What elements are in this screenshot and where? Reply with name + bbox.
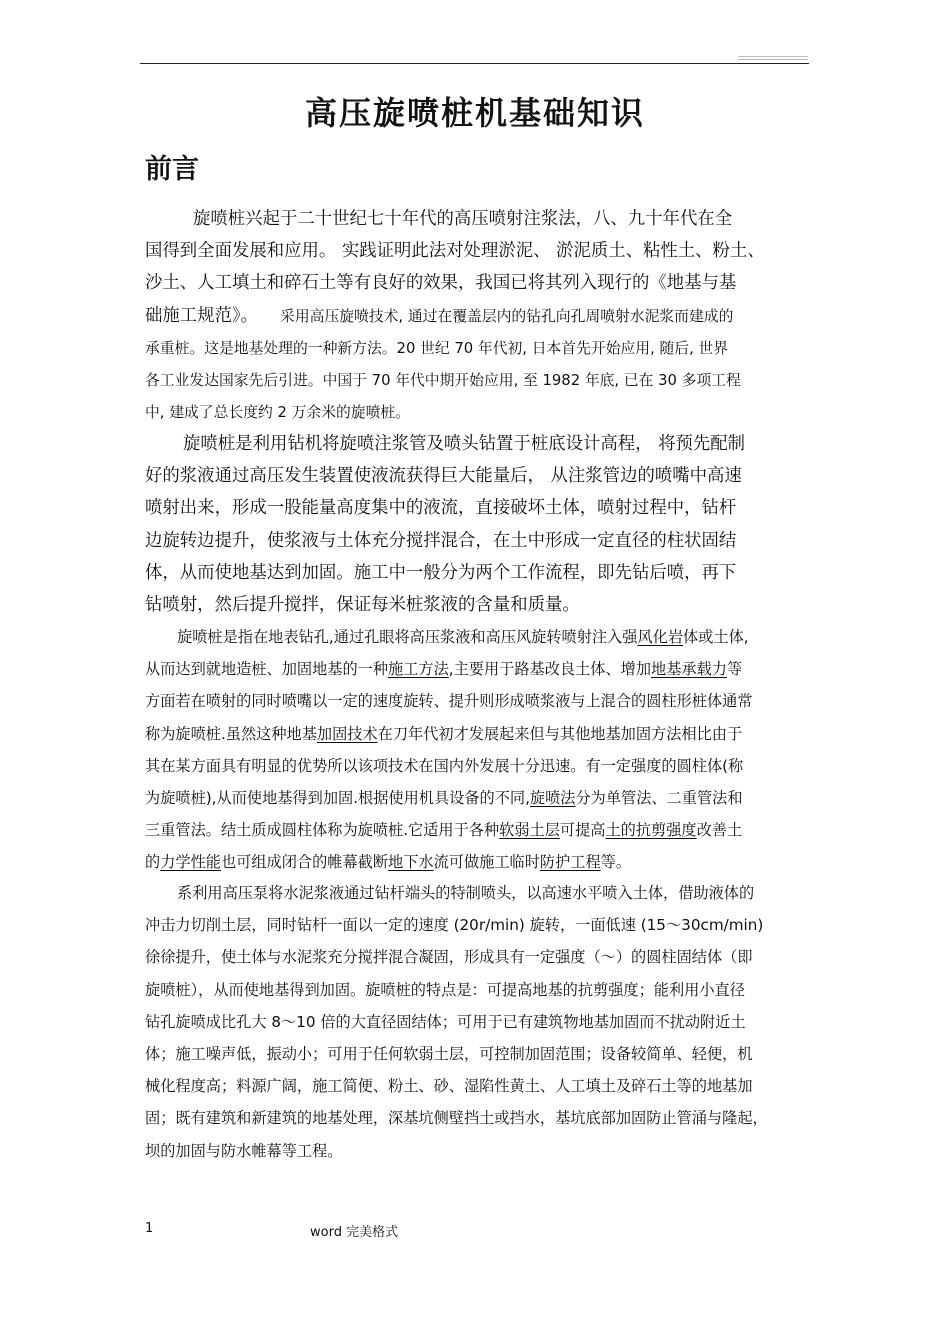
paragraph-segment: 等。 [600,853,631,872]
link-mechanical-properties[interactable]: 力学性能 [160,853,221,872]
paragraph-line: 体；施工噪声低，振动小；可用于任何软弱土层，可控制加固范围；设备较简单、轻便，机 [145,1045,753,1064]
paragraph-line: 方面若在喷射的同时喷嘴以一定的速度旋转、提升则形成喷浆液与上混合的圆柱形桩体通常 [145,692,753,711]
header-mark [738,56,808,62]
link-construction-method[interactable]: 施工方法 [388,660,449,679]
paragraph-segment: 分为单管法、二重管法和 [575,789,743,808]
header-rule [140,63,809,64]
paragraph-segment: 可提高 [559,821,606,840]
link-bearing-capacity[interactable]: 地基承载力 [651,660,727,679]
link-shear-strength[interactable]: 土的抗剪强度 [605,821,697,840]
paragraph-line [145,846,753,878]
paragraph-line [145,782,753,814]
paragraph-line: 中, 建成了总长度约 2 万余米的旋喷桩。 [145,404,410,422]
paragraph-segment: 改善土 [696,821,743,840]
paragraph-line: 钻喷射，然后提升搅拌，保证每米桩浆液的含量和质量。 [145,595,580,616]
paragraph-principle [145,428,745,621]
paragraph-line: 旋喷桩），从而使地基得到加固。旋喷桩的特点是：可提高地基的抗剪强度；能利用小直径 [145,980,745,999]
paragraph-features [145,877,768,1167]
paragraph-segment: 称为旋喷桩.虽然这种地基 [145,724,317,743]
paragraph-line: 其在某方面具有明显的优势所以该项技术在国内外发展十分迅速。有一定强度的圆柱体(称 [145,756,744,775]
paragraph-line: 国得到全面发展和应用。 实践证明此法对处理淤泥、 淤泥质土、粘性土、粉土、 [145,241,765,262]
link-protection-works[interactable]: 防护工程 [539,853,601,872]
paragraph-line: 坝的加固与防水帷幕等工程。 [145,1141,343,1160]
paragraph-segment: 的 [145,853,161,872]
paragraph-segment: 从而达到就地造桩、加固地基的一种 [145,660,388,679]
section-heading: 前言 [145,154,199,185]
paragraph-line: 边旋转边提升，使浆液与土体充分搅拌混合，在土中形成一定直径的柱状固结 [145,530,737,551]
paragraph-segment: 础施工规范》。 [145,305,259,326]
document-title: 高压旋喷桩机基础知识 [304,94,645,132]
paragraph-segment: 在刀年代初才发展起来但与其他地基加固方法相比由于 [377,724,743,743]
paragraph-line: 好的浆液通过高压发生装置使液流获得巨大能量后， 从注浆管边的喷嘴中高速 [145,466,742,487]
paragraph-line: 旋喷桩兴起于二十世纪七十年代的高压喷射注浆法，八、九十年代在全 [193,209,733,229]
paragraph-intro [145,203,765,429]
link-reinforcement-technique[interactable]: 加固技术 [316,724,378,743]
paragraph-segment: 三重管法。结土质成圆柱体称为旋喷桩.它适用于各种 [145,821,500,840]
paragraph-segment: 流可做施工临时 [433,853,540,872]
paragraph-segment: 旋喷桩是指在地表钻孔,通过孔眼将高压浆液和高压风旋转喷射注入强 [177,628,638,646]
paragraph-line [145,653,753,685]
paragraph-line [145,718,753,750]
paragraph-segment: 采用高压旋喷技术, 通过在覆盖层内的钻孔向孔周喷射水泥浆而建成的 [280,307,734,325]
paragraph-line: 沙土、人工填土和碎石土等有良好的效果，我国已将其列入现行的《地基与基 [145,273,737,294]
paragraph-segment: 也可组成闭合的帷幕截断 [220,853,388,872]
paragraph-line [145,814,753,846]
paragraph-segment: 体或土体, [683,628,749,646]
paragraph-line: 徐徐提升，使土体与水泥浆充分搅拌混合凝固，形成具有一定强度（～）的圆柱固结体（即 [145,948,753,967]
paragraph-line: 冲击力切削土层，同时钻杆一面以一定的速度 (20r/min) 旋转，一面低速 (15～30cm/min) [145,916,764,935]
paragraph-line: 系利用高压泵将水泥浆液通过钻杆端头的特制喷头，以高速水平喷入土体，借助液体的 [177,884,755,902]
paragraph-line: 承重桩。这是地基处理的一种新方法。20 世纪 70 年代初, 日本首先开始应用, 随后, 世界 [145,339,729,357]
paragraph-definition [145,621,753,879]
paragraph-line: 各工业发达国家先后引进。中国于 70 年代中期开始应用, 至 1982 年底, 已在 30 多项工程 [145,372,741,390]
footer-text: word 完美格式 [310,1225,399,1240]
paragraph-segment: 等 [726,660,743,679]
page-number: 1 [145,1221,154,1236]
link-soft-soil[interactable]: 软弱土层 [499,821,560,840]
paragraph-line: 固；既有建筑和新建筑的地基处理，深基坑侧壁挡土或挡水，基坑底部加固防止管涌与隆起， [145,1109,768,1128]
paragraph-line: 械化程度高；料源广阔，施工简便、粉土、砂、湿陷性黄土、人工填土及碎石土等的地基加 [145,1077,753,1096]
paragraph-segment: ,主要用于路基改良土体、增加 [448,660,652,679]
paragraph-line [145,300,765,333]
link-weathered-rock[interactable]: 风化岩 [637,628,684,646]
paragraph-line: 喷射出来，形成一股能量高度集中的液流，直接破坏土体，喷射过程中，钻杆 [145,498,737,519]
paragraph-line: 旋喷桩是利用钻机将旋喷注浆管及喷头钻置于桩底设计高程， 将预先配制 [183,434,746,454]
link-jet-grouting-method[interactable]: 旋喷法 [529,789,576,808]
paragraph-line: 体，从而使地基达到加固。施工中一般分为两个工作流程，即先钻后喷，再下 [145,562,737,583]
paragraph-line: 钻孔旋喷成比孔大 8～10 倍的大直径固结体；可用于已有建筑物地基加固而不扰动附近土 [145,1012,746,1031]
paragraph-line [145,621,753,653]
paragraph-segment: 为旋喷桩),从而使地基得到加固.根据使用机具设备的不同, [145,789,530,808]
link-groundwater[interactable]: 地下水 [388,853,434,872]
